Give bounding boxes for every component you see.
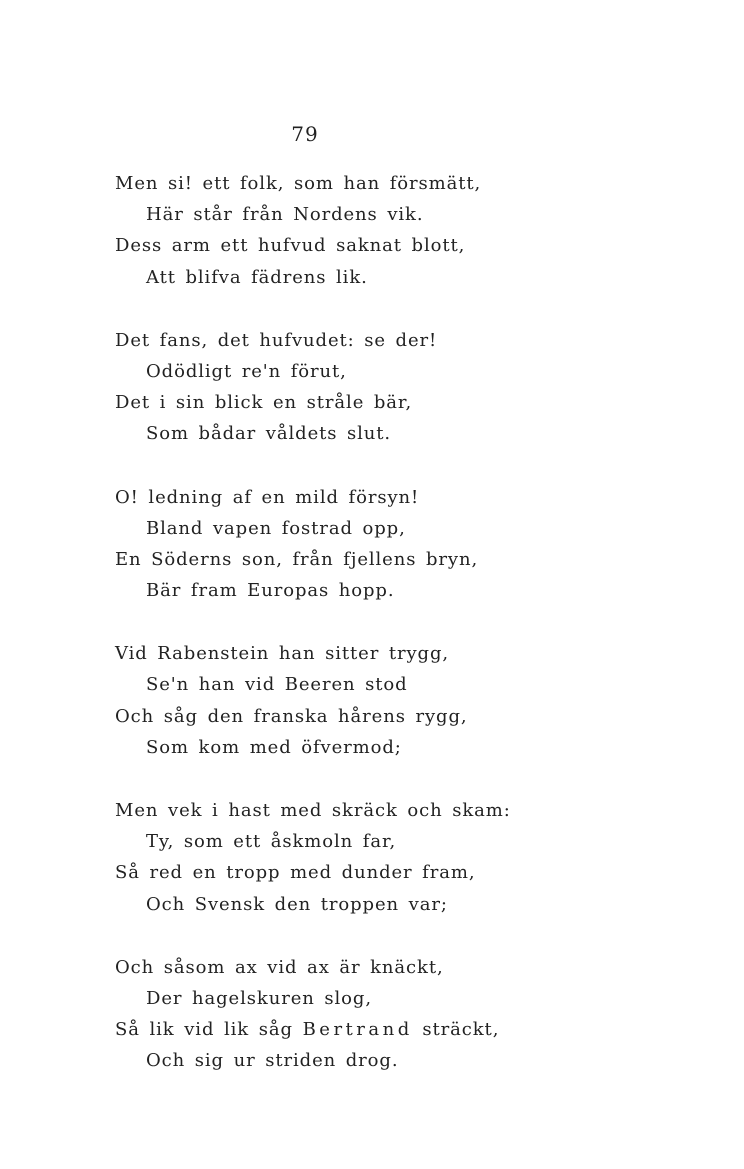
poem-line: Bär fram Europas hopp. <box>146 580 395 602</box>
poem-line: Och Svensk den troppen var; <box>146 893 448 915</box>
stanza-3 <box>115 482 695 607</box>
poem-line: En Söderns son, från fjellens bryn, <box>115 548 479 570</box>
stanza-2 <box>115 325 695 450</box>
poem-line <box>115 1014 695 1045</box>
poem-line: Ty, som ett åskmoln far, <box>146 831 397 853</box>
poem-line: O! ledning af en mild försyn! <box>115 486 420 508</box>
poem-line: Bland vapen fostrad opp, <box>146 517 406 539</box>
poem-line: Se'n han vid Beeren stod <box>146 674 408 696</box>
emphasized-name: Bertrand <box>302 1019 413 1041</box>
stanza-4 <box>115 638 695 763</box>
poem-line: Det fans, det hufvudet: se der! <box>115 329 438 351</box>
poem-line: Men vek i hast med skräck och skam: <box>115 800 511 821</box>
poem <box>115 168 695 1109</box>
poem-line: Som bådar våldets slut. <box>146 423 392 445</box>
poem-line: Att blifva fädrens lik. <box>146 266 368 288</box>
poem-line: Här står från Nordens vik. <box>146 204 424 226</box>
poem-line: Och såg den franska hårens rygg, <box>115 705 468 727</box>
poem-line: Och såsom ax vid ax är knäckt, <box>115 956 444 978</box>
poem-line: Det i sin blick en stråle bär, <box>115 392 413 414</box>
poem-line: Odödligt re'n förut, <box>146 360 347 382</box>
poem-line: Vid Rabenstein han sitter trygg, <box>115 643 449 665</box>
poem-line-end: sträckt, <box>422 1019 500 1041</box>
page-number: 79 <box>291 122 319 146</box>
poem-line: Der hagelskuren slog, <box>146 987 372 1009</box>
poem-line: Och sig ur striden drog. <box>146 1050 399 1072</box>
poem-line: Men si! ett folk, som han försmätt, <box>115 173 482 194</box>
stanza-6 <box>115 952 695 1077</box>
poem-line: Så red en tropp med dunder fram, <box>115 862 476 884</box>
stanza-5 <box>115 795 695 920</box>
poem-line-start: Så lik vid lik såg <box>115 1019 293 1041</box>
poem-line: Som kom med öfvermod; <box>146 736 402 758</box>
poem-line: Dess arm ett hufvud saknat blott, <box>115 235 466 257</box>
stanza-1 <box>115 168 695 293</box>
